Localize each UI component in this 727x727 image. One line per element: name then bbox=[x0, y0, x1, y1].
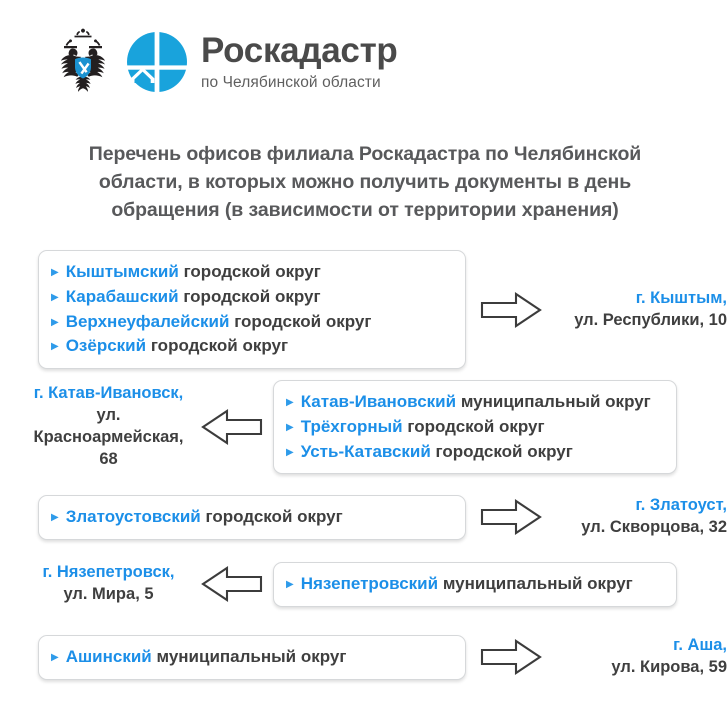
district-name: Трёхгорный bbox=[300, 416, 403, 436]
page-title: Перечень офисов филиала Роскадастра по Челябинской области, в которых можно получить документы в день обращения (в зависимости от территории хранения) bbox=[88, 143, 642, 222]
district-box bbox=[273, 380, 677, 474]
list-item bbox=[286, 572, 662, 597]
district-type: муниципальный округ bbox=[442, 574, 633, 593]
routing-row bbox=[26, 380, 677, 474]
arrow-left-icon bbox=[201, 408, 263, 446]
arrow-right-icon bbox=[480, 498, 542, 536]
address-street: ул. Красноармейская, 68 bbox=[33, 406, 184, 469]
address-city: г. Катав-Ивановск, bbox=[33, 384, 184, 403]
list-item bbox=[51, 334, 451, 359]
district-name: Катав-Ивановский bbox=[300, 392, 457, 411]
routing-row bbox=[38, 250, 727, 369]
address-street: ул. Мира, 5 bbox=[63, 585, 154, 604]
district-name: Нязепетровский bbox=[300, 574, 439, 593]
district-name: Кыштымский bbox=[65, 262, 179, 281]
list-item bbox=[51, 310, 451, 335]
bullet-icon: ▶ bbox=[286, 579, 294, 590]
district-type: городской округ bbox=[234, 311, 372, 331]
district-box bbox=[38, 495, 466, 540]
district-name: Озёрский bbox=[65, 336, 147, 356]
bullet-icon: ▶ bbox=[286, 446, 294, 458]
bullet-icon: ▶ bbox=[51, 291, 59, 303]
list-item bbox=[51, 505, 451, 530]
arrow-right-icon bbox=[480, 291, 542, 329]
list-item bbox=[286, 415, 662, 440]
office-address bbox=[554, 288, 727, 332]
district-name: Усть-Катавский bbox=[300, 441, 431, 461]
list-item bbox=[286, 440, 662, 465]
address-street: ул. Республики, 10 bbox=[574, 310, 727, 329]
routing-row bbox=[26, 562, 677, 607]
bullet-icon: ▶ bbox=[51, 267, 59, 278]
bullet-icon: ▶ bbox=[51, 652, 59, 663]
address-city: г. Нязепетровск, bbox=[42, 563, 175, 582]
district-box bbox=[273, 562, 677, 607]
district-type: муниципальный округ bbox=[156, 647, 347, 666]
address-city: г. Аша, bbox=[673, 636, 727, 655]
district-type: городской округ bbox=[183, 262, 321, 281]
brand-subtitle: по Челябинской области bbox=[201, 74, 381, 92]
district-type: городской округ bbox=[205, 507, 343, 526]
bullet-icon: ▶ bbox=[286, 397, 294, 408]
district-type: муниципальный округ bbox=[460, 392, 651, 411]
bullet-icon: ▶ bbox=[51, 316, 59, 328]
list-item bbox=[51, 645, 451, 670]
office-address bbox=[26, 562, 191, 606]
district-name: Ашинский bbox=[65, 647, 152, 666]
district-name: Златоустовский bbox=[65, 507, 201, 526]
bullet-icon: ▶ bbox=[286, 421, 294, 433]
bullet-icon: ▶ bbox=[51, 512, 59, 523]
office-address bbox=[26, 383, 191, 471]
arrow-left-icon bbox=[201, 565, 263, 603]
district-box bbox=[38, 250, 466, 369]
address-street: ул. Скворцова, 32 bbox=[581, 518, 727, 537]
list-item bbox=[51, 285, 451, 310]
brand-name: Роскадастр bbox=[201, 31, 398, 71]
arrow-right-icon bbox=[480, 638, 542, 676]
address-city: г. Кыштым, bbox=[635, 288, 727, 307]
district-type: городской округ bbox=[183, 286, 321, 306]
routing-row bbox=[38, 495, 727, 540]
list-item bbox=[286, 390, 662, 415]
address-city: г. Златоуст, bbox=[635, 496, 727, 515]
district-type: городской округ bbox=[150, 336, 289, 356]
district-name: Карабашский bbox=[65, 286, 179, 306]
district-box bbox=[38, 635, 466, 680]
office-address bbox=[554, 635, 727, 679]
district-type: городской округ bbox=[407, 416, 545, 436]
district-name: Верхнеуфалейский bbox=[65, 311, 230, 331]
bullet-icon: ▶ bbox=[51, 341, 59, 353]
district-type: городской округ bbox=[435, 441, 573, 461]
list-item bbox=[51, 260, 451, 285]
address-street: ул. Кирова, 59 bbox=[611, 658, 727, 677]
routing-row bbox=[38, 635, 727, 680]
office-address bbox=[554, 495, 727, 539]
